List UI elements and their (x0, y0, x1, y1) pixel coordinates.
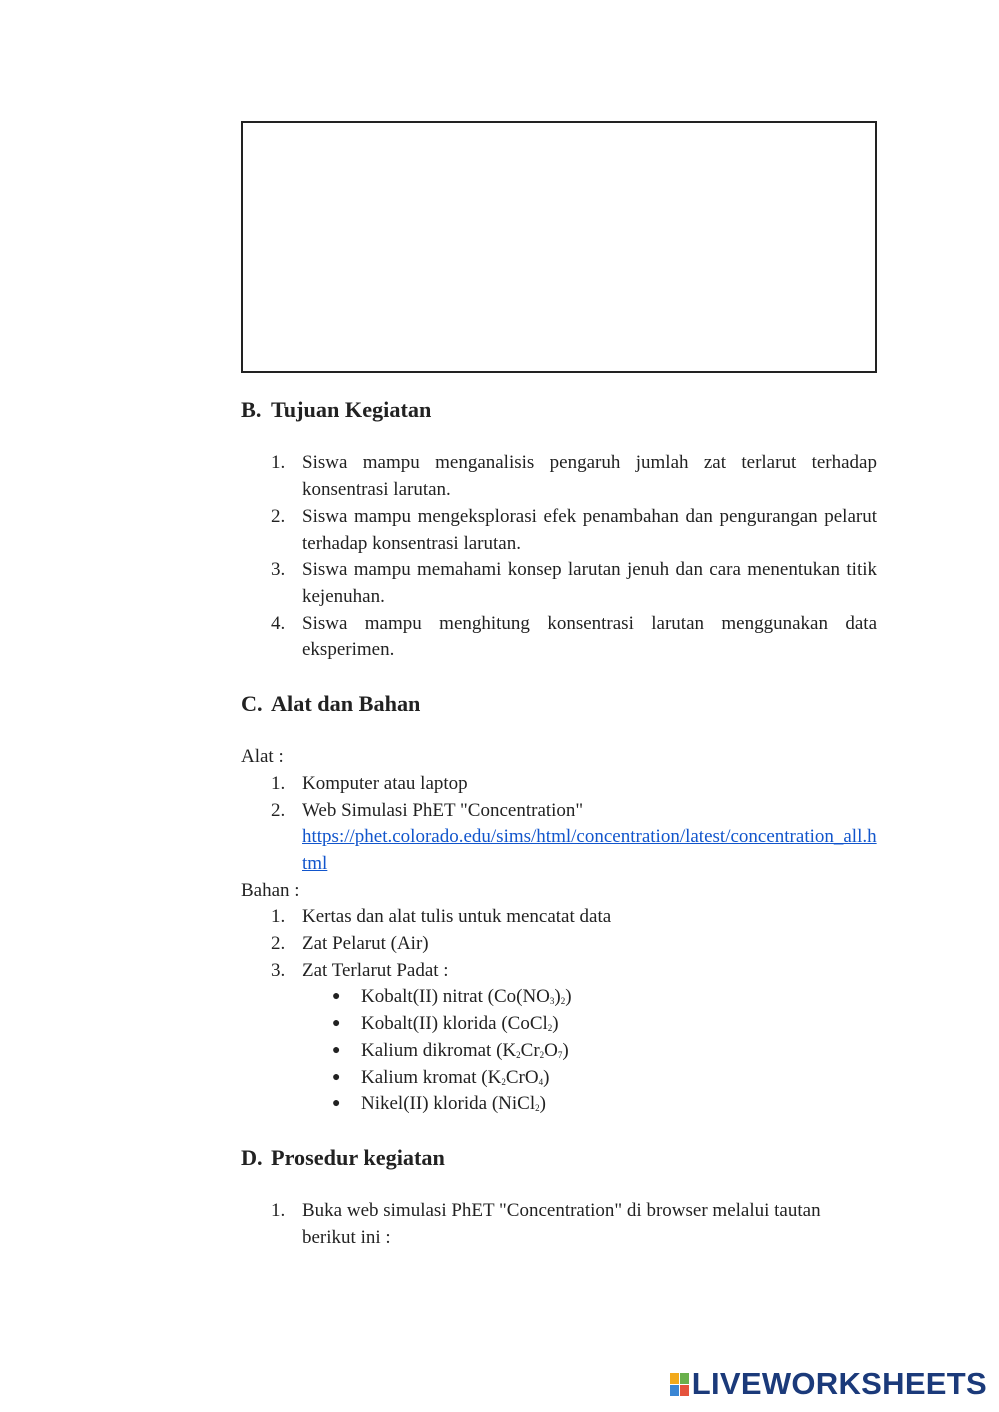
list-item: 2. Web Simulasi PhET "Concentration" https://phet.colorado.edu/sims/html/concentration/latest/concentration_all.html (271, 799, 877, 874)
section-c-heading: C. Alat dan Bahan (241, 690, 421, 716)
section-d-heading: D. Prosedur kegiatan (241, 1144, 445, 1170)
list-item: 1. Kertas dan alat tulis untuk mencatat data (271, 906, 612, 928)
prosedur-list (241, 1198, 877, 1251)
liveworksheets-logo-icon (670, 1373, 689, 1396)
list-item: 1. Buka web simulasi PhET "Concentration" di browser melalui tautan berikut ini : (271, 1200, 821, 1248)
list-item: 4. Siswa mampu menghitung konsentrasi larutan menggunakan data eksperimen. (271, 612, 877, 661)
section-c-title: Alat dan Bahan (271, 690, 421, 716)
list-item: 1. Komputer atau laptop (271, 772, 468, 794)
liveworksheets-brand (670, 1366, 987, 1402)
solute-item: ● Kobalt(II) klorida (CoCl$_2$) (332, 1011, 877, 1038)
bullet-icon: ● (332, 989, 341, 1005)
solute-list (241, 984, 877, 1118)
alat-list (241, 771, 877, 878)
document-body (241, 397, 877, 1251)
bullet-icon: ● (332, 1069, 341, 1085)
list-item: 2. Siswa mampu mengeksplorasi efek penambahan dan pengurangan pelarut terhadap konsentrasi larutan. (271, 505, 877, 554)
bullet-icon: ● (332, 1096, 341, 1112)
brand-text: LIVEWORKSHEETS (691, 1366, 987, 1402)
list-item: 3. Siswa mampu memahami konsep larutan jenuh dan cara menentukan titik kejenuhan. (271, 559, 877, 607)
section-d-title: Prosedur kegiatan (271, 1144, 445, 1170)
solute-item: ● Kobalt(II) nitrat $(Co(NO_3)_2)$ (332, 984, 877, 1011)
tujuan-list (241, 450, 877, 664)
bahan-label: Bahan : (241, 879, 300, 901)
solute-item: ● Kalium dikromat $(K_2Cr_2O_7)$ (332, 1038, 877, 1065)
bullet-icon: ● (332, 1016, 341, 1032)
list-item: 2. Zat Pelarut (Air) (271, 933, 429, 955)
solute-item: ● Nikel(II) klorida (NiCl$_2$) (332, 1091, 877, 1118)
solute-item: ● Kalium kromat $(K_2CrO_4)$ (332, 1065, 877, 1092)
alat-label: Alat : (241, 746, 284, 768)
phet-link[interactable]: https://phet.colorado.edu/sims/html/concentration/latest/concentration_all.html (302, 826, 877, 874)
bahan-list (241, 904, 877, 984)
bullet-icon: ● (332, 1042, 341, 1058)
section-b-heading: B. Tujuan Kegiatan (241, 397, 432, 422)
section-b-title: Tujuan Kegiatan (271, 397, 432, 422)
list-item: 1. Siswa mampu menganalisis pengaruh jumlah zat terlarut terhadap konsentrasi larutan. (271, 452, 877, 501)
list-item: 3. Zat Terlarut Padat : (271, 959, 449, 981)
answer-box[interactable] (241, 121, 877, 373)
